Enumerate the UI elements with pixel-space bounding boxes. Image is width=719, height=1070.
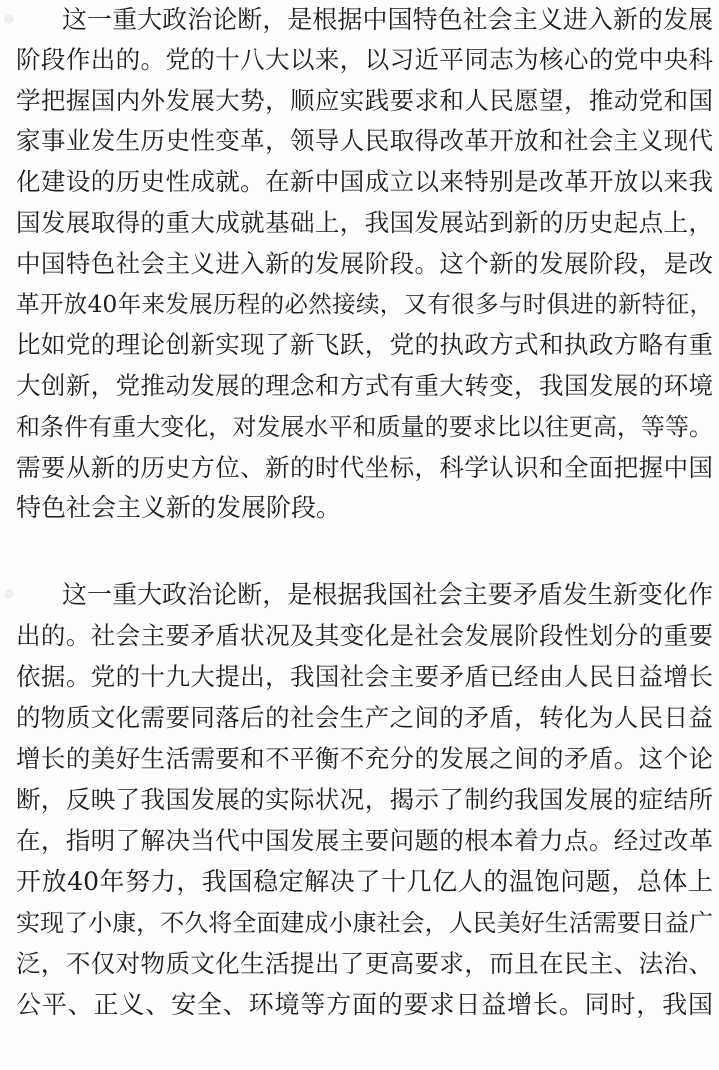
text-line: 的物质文化需要同落后的社会生产之间的矛盾，转化为人民日益 xyxy=(16,703,713,732)
text-line: 中国特色社会主义进入新的发展阶段。这个新的发展阶段，是改 xyxy=(16,249,713,278)
text-line: 出的。社会主要矛盾状况及其变化是社会发展阶段性划分的重要 xyxy=(16,621,713,650)
text-line: 需要从新的历史方位、新的时代坐标，科学认识和全面把握中国 xyxy=(16,453,713,482)
text-line: 在，指明了解决当代中国发展主要问题的根本着力点。经过改革 xyxy=(16,826,713,855)
text-line: 大创新，党推动发展的理念和方式有重大转变，我国发展的环境 xyxy=(16,371,713,400)
text-line: 开放40年努力，我国稳定解决了十几亿人的温饱问题，总体上 xyxy=(16,867,713,896)
text-line: 泛，不仅对物质文化生活提出了更高要求，而且在民主、法治、 xyxy=(16,949,713,978)
text-line: 化建设的历史性成就。在新中国成立以来特别是改革开放以来我 xyxy=(16,167,713,196)
text-line: 家事业发生历史性变革，领导人民取得改革开放和社会主义现代 xyxy=(16,126,713,155)
text-line: 实现了小康，不久将全面建成小康社会，人民美好生活需要日益广 xyxy=(16,909,713,937)
text-line: 学把握国内外发展大势，顺应实践要求和人民愿望，推动党和国 xyxy=(16,86,713,115)
text-line: 公平、正义、安全、环境等方面的要求日益增长。同时，我国 xyxy=(16,990,713,1019)
text-line: 断，反映了我国发展的实际状况，揭示了制约我国发展的症结所 xyxy=(16,785,713,814)
paragraph-marker xyxy=(4,589,14,599)
text-line: 特色社会主义新的发展阶段。 xyxy=(16,493,342,522)
text-line: 国发展取得的重大成就基础上，我国发展站到新的历史起点上， xyxy=(16,208,713,237)
text-line: 和条件有重大变化，对发展水平和质量的要求比以往更高，等等。 xyxy=(16,413,713,441)
text-line: 比如党的理论创新实现了新飞跃，党的执政方式和执政方略有重 xyxy=(16,330,713,359)
text-line: 增长的美好生活需要和不平衡不充分的发展之间的矛盾。这个论 xyxy=(16,744,713,773)
text-line: 这一重大政治论断，是根据我国社会主要矛盾发生新变化作 xyxy=(62,580,713,609)
text-line: 阶段作出的。党的十八大以来，以习近平同志为核心的党中央科 xyxy=(16,45,713,74)
text-line: 这一重大政治论断，是根据中国特色社会主义进入新的发展 xyxy=(62,5,713,34)
paragraph-marker xyxy=(4,14,14,24)
text-line: 革开放40年来发展历程的必然接续，又有很多与时俱进的新特征， xyxy=(16,290,713,318)
text-line: 依据。党的十九大提出，我国社会主要矛盾已经由人民日益增长 xyxy=(16,662,713,691)
